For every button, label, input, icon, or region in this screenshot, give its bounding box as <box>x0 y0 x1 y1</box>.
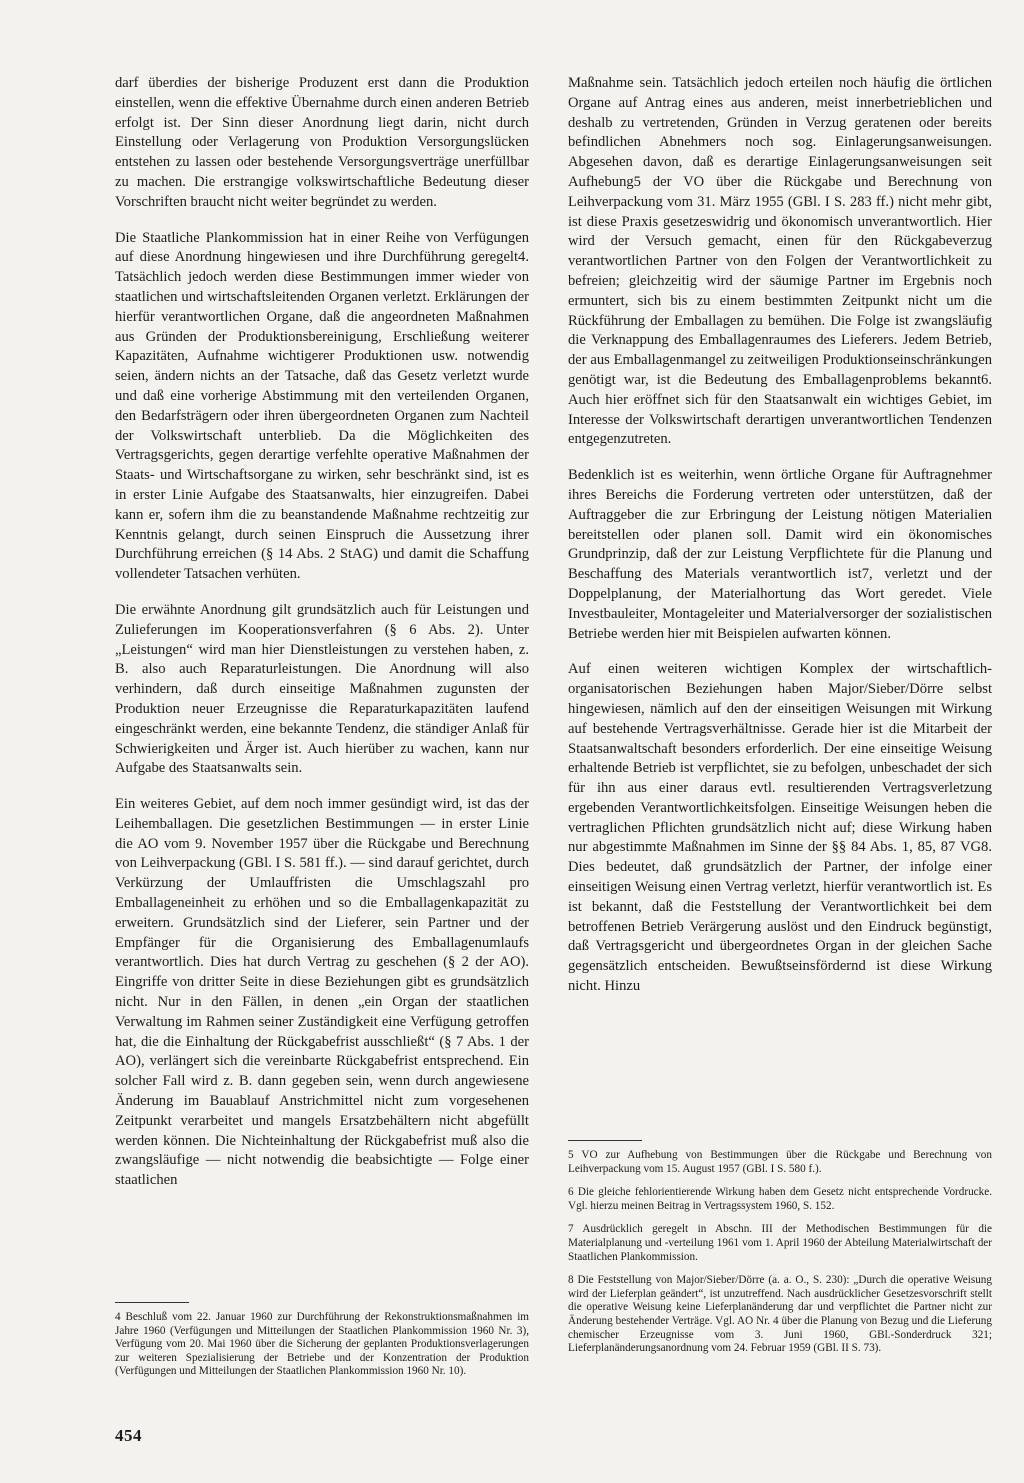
paragraph: Maßnahme sein. Tatsächlich jedoch erteilen noch häufig die örtlichen Organe auf Antrag eines aus anderen, meist innerbetrieblichen und deshalb zu vertretenden, Gründen in Verzug geratenen oder bereits befindlichen Abnehmers noch sog. Einlagerungsanweisungen. Abgesehen davon, daß es derartige Einlagerungsanweisungen seit Aufhebung5 der VO über die Rückgabe und Berechnung von Leihverpackung vom 31. März 1955 (GBl. I S. 283 ff.) nicht mehr gibt, ist diese Praxis gesetzeswidrig und ökonomisch unverantwortlich. Hier wird der Versuch gemacht, einen für den Rückgabeverzug verantwortlichen Partner von den Folgen der Verantwortlichkeit zu befreien; gleichzeitig wird der säumige Partner im Ergebnis noch ermuntert, sich bis zu einem bestimmten Zeitpunkt nicht um die Rückführung der Emballagen zu bemühen. Die Folge ist zwangsläufig die Verknappung des Emballagenraumes des Lieferers. Jedem Betrieb, der aus Emballagenmangel zu zeitweiligen Produktionseinschränkungen genötigt war, ist die Bedeutung des Emballagenproblems bekannt6. Auch hier eröffnet sich für den Staatsanwalt ein wichtiges Gebiet, im Interesse der Volkswirtschaft derartigen unverantwortlichen Tendenzen entgegenzutreten. <box>568 75 992 448</box>
paragraph: Auf einen weiteren wichtigen Komplex der wirtschaftlich-organisatorischen Beziehungen haben Major/Sieber/Dörre selbst hingewiesen, nämlich auf den der einseitigen Weisungen mit Wirkung auf bestehende Vertragsverhältnisse. Gerade hier ist die Mitarbeit der Staatsanwaltschaft besonders erforderlich. Der eine einseitige Weisung erhaltende Betrieb ist verpflichtet, sie zu befolgen, unbeschadet der sich für ihn aus einer daraus evtl. resultierenden Vertragsverletzung ergebenden Verantwortlichkeitsfolgen. Einseitige Weisungen heben die vertraglichen Pflichten grundsätzlich nicht auf; diese Wirkung haben nur abgestimmte Maßnahmen im Sinne der §§ 84 Abs. 1, 85, 87 VG8. Dies bedeutet, daß grundsätzlich der Partner, der infolge einer einseitigen Weisung einen Vertrag verletzt, hierfür verantwortlich ist. Es ist bekannt, daß die Feststellung der Verantwortlichkeit bei dem betroffenen Betrieb Verärgerung auslöst und den Eindruck begünstigt, daß Vertragsgericht und übergeordnetes Organ in der gleichen Sache gegensätzlich entscheiden. Bewußtseinsfördernd ist diese Wirkung nicht. Hinzu <box>568 661 992 995</box>
paragraph: Bedenklich ist es weiterhin, wenn örtliche Organe für Auftragnehmer ihres Bereichs die Forderung vertreten oder unterstützen, daß der Auftraggeber die zur Erbringung der Leistung nötigen Materialien bereitstellen oder planen soll. Damit wird ein ökonomisches Grundprinzip, daß der zur Leistung Verpflichtete für die Planung und Beschaffung des Materials verantwortlich ist7, verletzt und der Doppelplanung, der Materialhortung das Wort geredet. Viele Investbauleiter, Montageleiter und Materialversorger der sozialistischen Betriebe werden hier mit Beispielen aufwarten können. <box>568 467 992 642</box>
footnotes-left <box>115 1302 529 1389</box>
footnote: 8 Die Feststellung von Major/Sieber/Dörre (a. a. O., S. 230): „Durch die operative Weisung wird der Lieferplan geändert“, ist unzutreffend. Nach ausdrücklicher Gesetzesvorschrift stellt die operative Weisung keine Lieferplanänderung dar und verpflichtet die Partner nicht zur Änderung bestehender Verträge. Vgl. AO Nr. 4 über die Planung von Bezug und die Lieferung chemischer Erzeugnisse vom 3. Juni 1960, GBl.-Sonderdruck 321; Lieferplanänderungsanordnung vom 24. Februar 1959 (GBl. II S. 73). <box>568 1274 992 1355</box>
footnotes-right <box>568 1140 992 1366</box>
footnote: 7 Ausdrücklich geregelt in Abschn. III der Methodischen Bestimmungen für die Materialplanung und -verteilung 1961 vom 1. April 1960 der Abteilung Materialwirtschaft der Staatlichen Plankommission. <box>568 1223 992 1263</box>
paragraph: Die erwähnte Anordnung gilt grundsätzlich auch für Leistungen und Zulieferungen im Kooperationsverfahren (§ 6 Abs. 2). Unter „Leistungen“ wird man hier Dienstleistungen zu verstehen haben, z. B. also auch Reparaturleistungen. Die Anordnung will also verhindern, daß durch einseitige Maßnahmen zugunsten der Produktion neuer Erzeugnisse die Reparaturkapazitäten laufend eingeschränkt werden, eine bekannte Tendenz, die ständiger Anlaß für Schwierigkeiten und Ärger ist. Auch hierüber zu wachen, kann nur Aufgabe des Staatsanwalts sein. <box>115 601 529 777</box>
footnote-divider <box>115 1302 189 1303</box>
paragraph: Die Staatliche Plankommission hat in einer Reihe von Verfügungen auf diese Anordnung hingewiesen und ihre Durchführung geregelt4. Tatsächlich jedoch werden diese Bestimmungen immer wieder von staatlichen und wirtschaftsleitenden Organen verletzt. Erklärungen der hierfür verantwortlichen Organe, daß die angeordneten Maßnahmen aus Gründen der Produktionsbereinigung, Erschließung weiterer Kapazitäten, Aufnahme wichtigerer Produktionen usw. notwendig seien, ändern nichts an der Tatsache, daß das Gesetz verletzt wurde und daß eine vorherige Abstimmung mit den verteilenden Organen, den Bedarfsträgern oder ihren übergeordneten Organen zum Nachteil der Volkswirtschaft unterblieb. Da die Möglichkeiten des Vertragsgerichts, gegen derartige verfehlte operative Maßnahmen der Staats- und Wirtschaftsorgane zu wirken, sehr beschränkt sind, ist es in erster Linie Aufgabe des Staatsanwalts, hier einzugreifen. Dabei kann er, sofern ihm die zu beanstandende Maßnahme rechtzeitig zur Kenntnis gelangt, durch seinen Einspruch die Aussetzung ihrer Durchführung erreichen (§ 14 Abs. 2 StAG) und damit die Schaffung vollendeter Tatsachen verhüten. <box>115 229 529 583</box>
paragraph: darf überdies der bisherige Produzent erst dann die Produktion einstellen, wenn die effektive Übernahme durch einen anderen Betrieb erfolgt ist. Der Sinn dieser Anordnung liegt darin, nicht durch Einstellung oder Verlagerung von Produktion Versorgungslücken entstehen zu lassen oder bestehende Versorgungsverträge unerfüllbar zu machen. Die erstrangige volkswirtschaftliche Bedeutung dieser Vorschriften braucht nicht weiter begründet zu werden. <box>115 75 529 210</box>
left-column <box>115 74 529 1207</box>
right-column <box>568 74 992 1013</box>
footnote: 4 Beschluß vom 22. Januar 1960 zur Durchführung der Rekonstruktionsmaßnahmen im Jahre 1960 (Verfügungen und Mitteilungen der Staatlichen Plankommission 1960 Nr. 3), Verfügung vom 20. Mai 1960 über die Sicherung der geplanten Produktionsverlagerungen zur weiteren Spezialisierung der Betriebe und der Konzentration der Produktion (Verfügungen und Mitteilungen der Staatlichen Plankommission 1960 Nr. 10). <box>115 1311 529 1378</box>
footnote-divider <box>568 1140 642 1141</box>
page-number: 454 <box>115 1426 142 1445</box>
footnote: 5 VO zur Aufhebung von Bestimmungen über die Rückgabe und Berechnung von Leihverpackung vom 15. August 1957 (GBl. I S. 580 f.). <box>568 1149 992 1175</box>
footnote: 6 Die gleiche fehlorientierende Wirkung haben dem Gesetz nicht entsprechende Vordrucke. Vgl. hierzu meinen Beitrag in Vertragssystem 1960, S. 152. <box>568 1186 992 1212</box>
paragraph: Ein weiteres Gebiet, auf dem noch immer gesündigt wird, ist das der Leihemballagen. Die gesetzlichen Bestimmungen — in erster Linie die AO vom 9. November 1957 über die Rückgabe und Berechnung von Leihverpackung (GBl. I S. 581 ff.). — sind darauf gerichtet, durch Verkürzung der Umlauffristen die Umschlagszahl pro Emballageneinheit zu erhöhen und so die Emballagenkapazität zu erweitern. Grundsätzlich sind der Lieferer, sein Partner und der Empfänger für die Organisierung des Emballagenumlaufs verantwortlich. Dies hat durch Vertrag zu geschehen (§ 2 der AO). Eingriffe von dritter Seite in diese Beziehungen gibt es grundsätzlich nicht. Nur in den Fällen, in denen „ein Organ der staatlichen Verwaltung im Rahmen seiner Zuständigkeit eine Verfügung getroffen hat, die die Einhaltung der Rückgabefrist ausschließt“ (§ 7 Abs. 1 der AO), verlängert sich die vereinbarte Rückgabefrist entsprechend. Ein solcher Fall wird z. B. dann gegeben sein, wenn durch angewiesene Änderung im Bauablauf Anstrichmittel nicht zum vorgesehenen Zeitpunkt verarbeitet und mangels Ersatzbehältern nicht abgefüllt werden können. Die Nichteinhaltung der Rückgabefrist muß also die zwangsläufige — nicht notwendig die beabsichtigte — Folge einer staatlichen <box>115 796 529 1189</box>
